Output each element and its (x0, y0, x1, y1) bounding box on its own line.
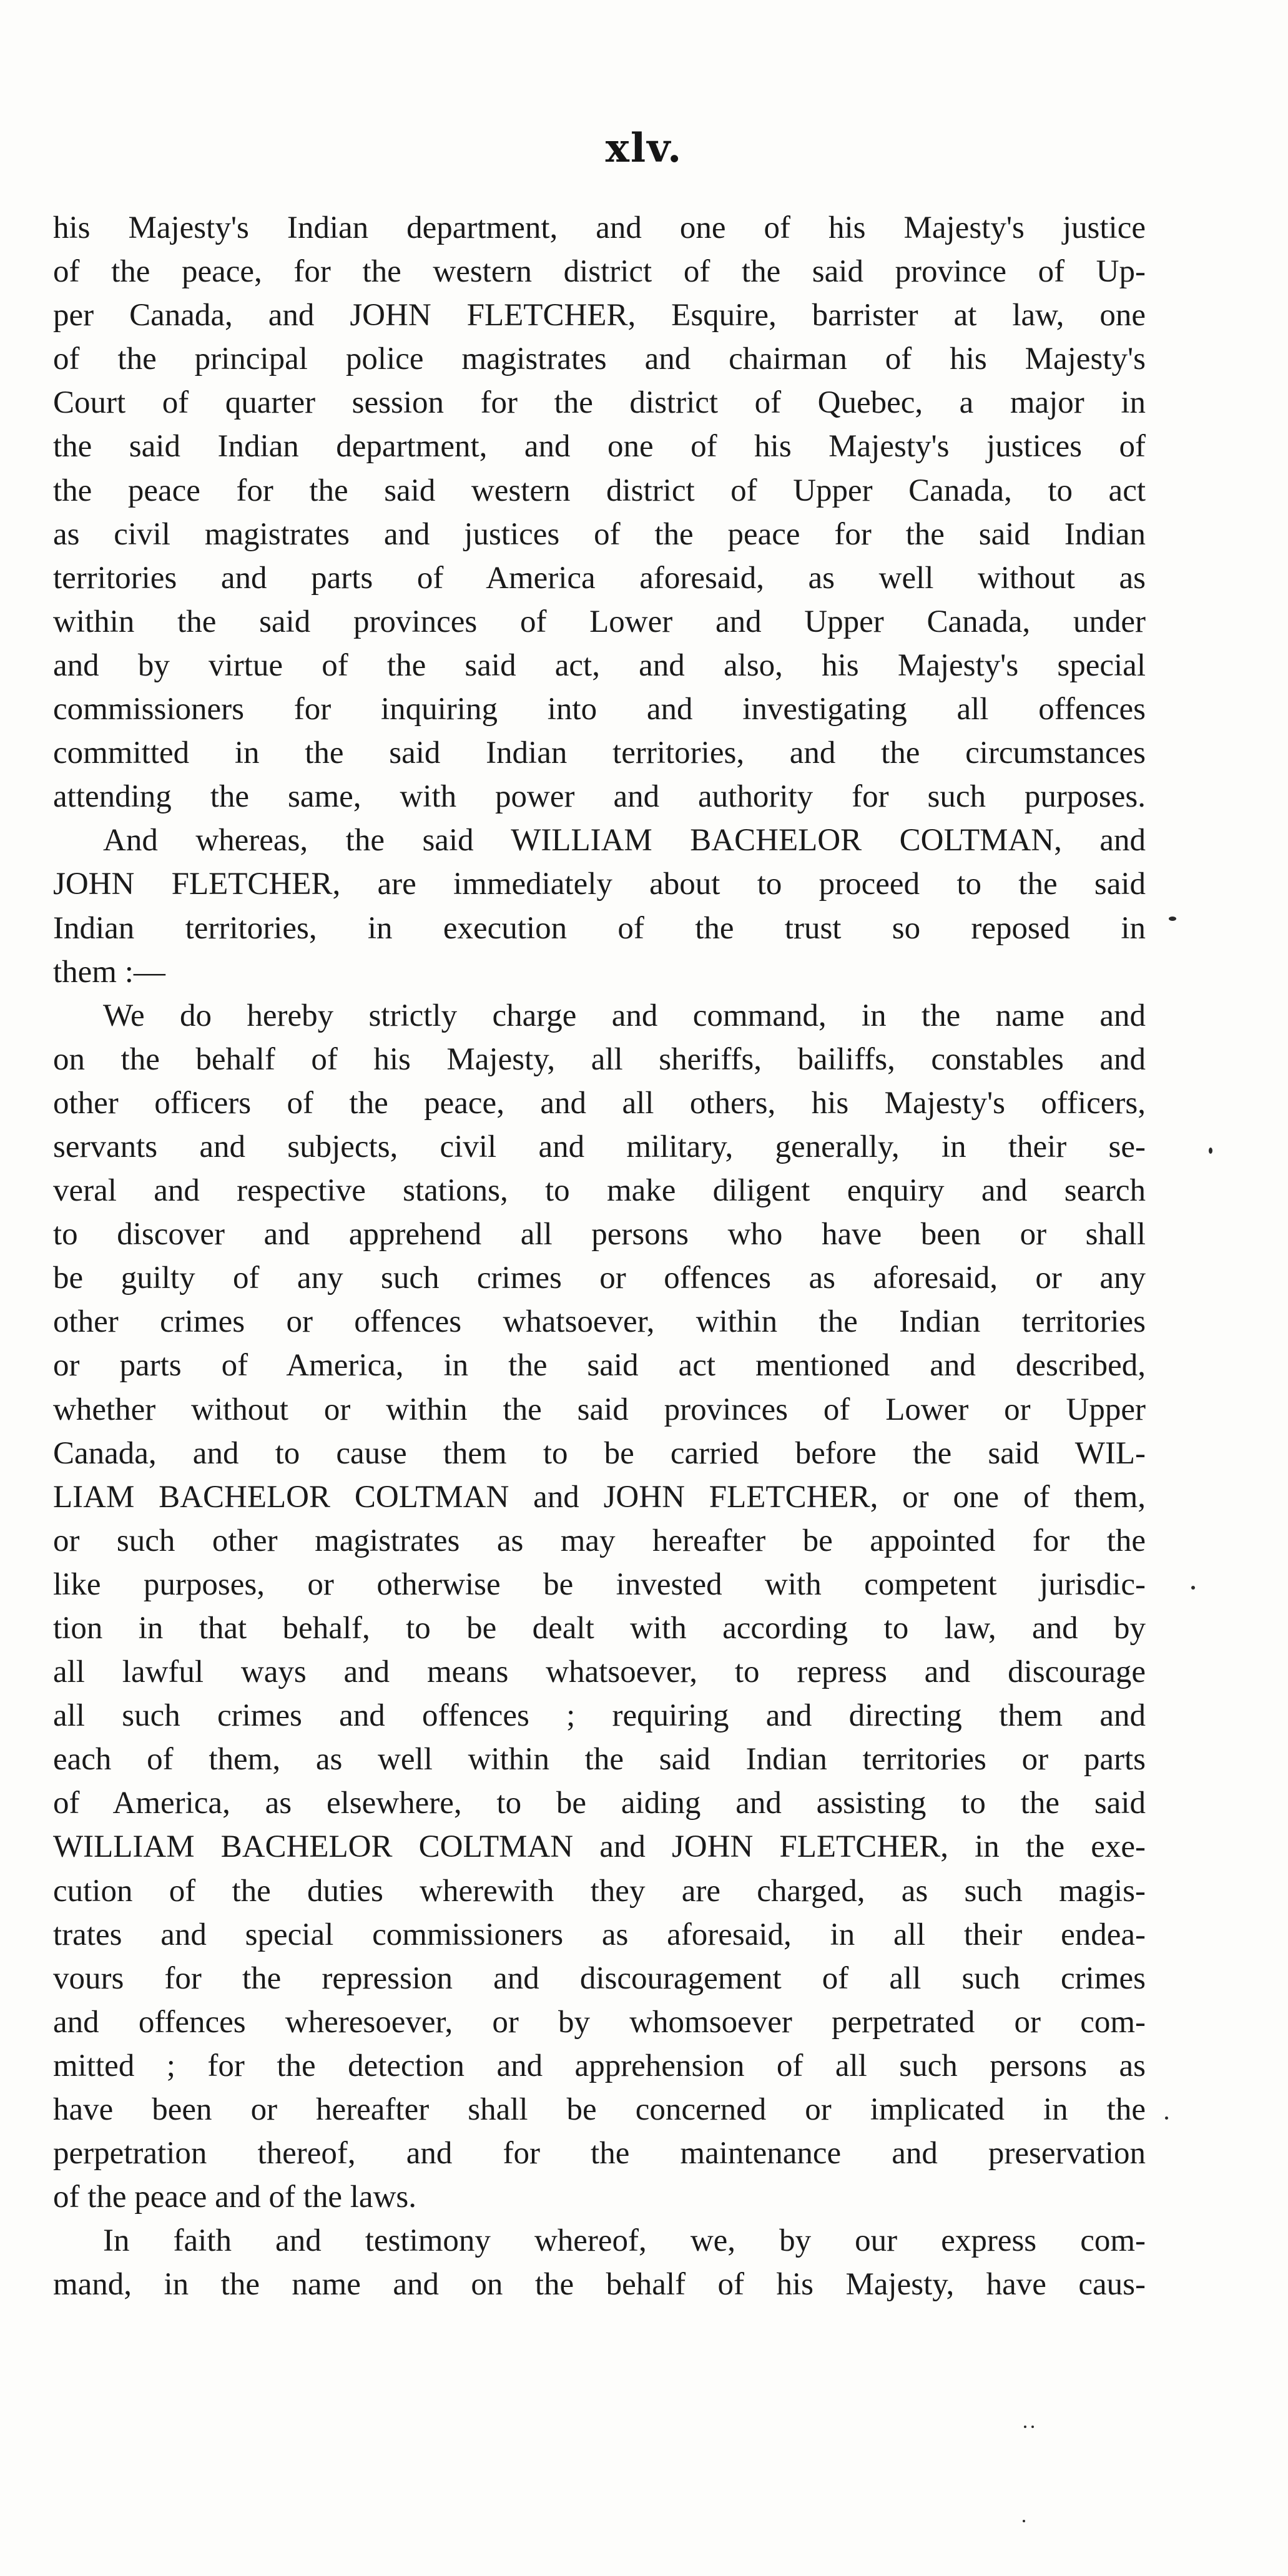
text-line: territories and parts of America aforesaid, as well without as (53, 560, 1146, 596)
text-line: attending the same, with power and authority for such purposes. (53, 779, 1146, 815)
text-line: mand, in the name and on the behalf of his Majesty, have caus- (53, 2267, 1146, 2303)
text-line: of the peace, for the western district of the said province of Up- (53, 254, 1146, 290)
text-line: or such other magistrates as may hereafter be appointed for the (53, 1523, 1146, 1558)
text-line: vours for the repression and discouragement of all such crimes (53, 1960, 1146, 1996)
text-line: each of them, as well within the said Indian territories or parts (53, 1742, 1146, 1777)
text-line: JOHN FLETCHER, are immediately about to proceed to the said (53, 867, 1146, 902)
text-line: on the behalf of his Majesty, all sheriffs, bailiffs, constables and (53, 1041, 1146, 1077)
text-line: of America, as elsewhere, to be aiding and assisting to the said (53, 1786, 1146, 1821)
ink-speck (1169, 917, 1176, 921)
text-line: other crimes or offences whatsoever, within the Indian territories (53, 1304, 1146, 1340)
body-text (53, 206, 1146, 2307)
ink-speck (1023, 2520, 1025, 2522)
text-line: to discover and apprehend all persons who have been or shall (53, 1217, 1146, 1252)
text-line: of the peace and of the laws. (53, 2180, 416, 2215)
page-folio-number: xlv. (605, 125, 683, 172)
text-line: per Canada, and JOHN FLETCHER, Esquire, barrister at law, one (53, 298, 1146, 333)
text-line: whether without or within the said provinces of Lower or Upper (53, 1392, 1146, 1427)
text-line: trates and special commissioners as aforesaid, in all their endea- (53, 1917, 1146, 1952)
text-line: committed in the said Indian territories, and the circumstances (53, 735, 1146, 771)
text-line: Court of quarter session for the district of Quebec, a major in (53, 385, 1146, 421)
text-line: We do hereby strictly charge and command, in the name and (103, 998, 1146, 1033)
text-line: his Majesty's Indian department, and one of his Majesty's justice (53, 210, 1146, 245)
text-line: Indian territories, in execution of the trust so reposed in (53, 910, 1146, 946)
text-line: all lawful ways and means whatsoever, to repress and discourage (53, 1654, 1146, 1690)
text-line: within the said provinces of Lower and Upper Canada, under (53, 604, 1146, 639)
text-line: And whereas, the said WILLIAM BACHELOR COLTMAN, and (103, 823, 1146, 858)
text-line: perpetration thereof, and for the maintenance and preservation (53, 2136, 1146, 2171)
text-line: LIAM BACHELOR COLTMAN and JOHN FLETCHER, or one of them, (53, 1479, 1146, 1515)
text-line: In faith and testimony whereof, we, by our express com- (103, 2223, 1146, 2259)
text-line: mitted ; for the detection and apprehension of all such persons as (53, 2048, 1146, 2083)
text-line: Canada, and to cause them to be carried before the said WIL- (53, 1435, 1146, 1471)
text-line: as civil magistrates and justices of the peace for the said Indian (53, 516, 1146, 552)
ink-speck (1209, 1148, 1212, 1154)
text-line: like purposes, or otherwise be invested with competent jurisdic- (53, 1566, 1146, 1602)
ink-speck (1191, 1586, 1195, 1590)
text-line: be guilty of any such crimes or offences as aforesaid, or any (53, 1261, 1146, 1296)
text-line: other officers of the peace, and all others, his Majesty's officers, (53, 1085, 1146, 1121)
text-line: of the principal police magistrates and chairman of his Majesty's (53, 342, 1146, 377)
text-line: and offences wheresoever, or by whomsoever perpetrated or com- (53, 2004, 1146, 2040)
text-line: servants and subjects, civil and military, generally, in their se- (53, 1129, 1146, 1164)
text-line: cution of the duties wherewith they are charged, as such magis- (53, 1873, 1146, 1909)
text-line: have been or hereafter shall be concerned or implicated in the (53, 2092, 1146, 2128)
text-line: all such crimes and offences ; requiring and directing them and (53, 1698, 1146, 1734)
text-line: the peace for the said western district of Upper Canada, to act (53, 473, 1146, 508)
text-line: and by virtue of the said act, and also, his Majesty's special (53, 647, 1146, 683)
ink-speck (1024, 2426, 1026, 2428)
text-line: or parts of America, in the said act mentioned and described, (53, 1348, 1146, 1384)
text-line: veral and respective stations, to make diligent enquiry and search (53, 1173, 1146, 1209)
ink-speck (1165, 2116, 1168, 2120)
text-line: the said Indian department, and one of his Majesty's justices of (53, 429, 1146, 465)
text-line: commissioners for inquiring into and investigating all offences (53, 692, 1146, 727)
text-line: tion in that behalf, to be dealt with according to law, and by (53, 1611, 1146, 1646)
text-line: WILLIAM BACHELOR COLTMAN and JOHN FLETCHER, in the exe- (53, 1829, 1146, 1865)
text-line: them :— (53, 954, 165, 990)
ink-speck (1031, 2426, 1034, 2428)
